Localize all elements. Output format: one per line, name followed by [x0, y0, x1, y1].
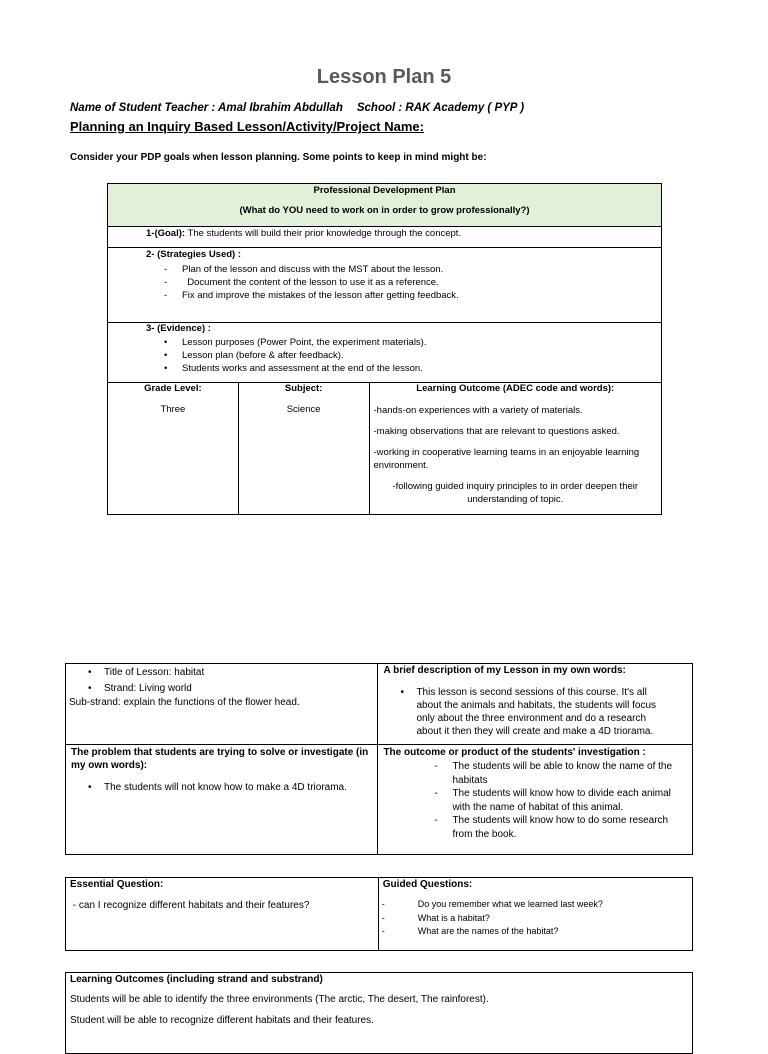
learning-outcomes-table	[65, 972, 693, 1054]
goal-text: The students will build their prior knowledge through the concept.	[187, 228, 462, 239]
problem-cell	[66, 745, 378, 855]
problem-list	[66, 781, 377, 794]
lesson-info-list	[66, 664, 377, 695]
outcome-item: -following guided inquiry principles to in order deepen their understanding of topic.	[392, 481, 639, 505]
outcome-item: -hands-on experiences with a variety of materials.	[373, 405, 583, 416]
substrand: Sub-strand: explain the functions of the flower head.	[69, 697, 300, 708]
guided-cell	[378, 878, 692, 951]
grade-cell	[108, 383, 239, 515]
strategies-label: 2- (Strategies Used) :	[146, 249, 242, 260]
outcome-label: Learning Outcome (ADEC code and words):	[416, 383, 615, 394]
list-item: - What are the names of the habitat?	[381, 926, 559, 936]
pdp-header	[108, 184, 662, 227]
subject-label: Subject:	[284, 383, 323, 394]
teacher-school-line	[70, 102, 524, 114]
subject-cell	[238, 383, 369, 515]
list-item: - The students will know how to do some research from the book.	[434, 815, 669, 840]
list-item: • The students will not know how to make a 4D triorama.	[88, 782, 347, 793]
essential-label: Essential Question:	[70, 879, 164, 890]
pdp-goal-cell	[108, 227, 662, 248]
evidence-label: 3- (Evidence) :	[146, 323, 211, 334]
learning-outcome-line: Students will be able to identify the three environments (The arctic, The desert, The rainforest).	[70, 994, 489, 1005]
planning-heading: Planning an Inquiry Based Lesson/Activity/Project Name:	[70, 119, 424, 134]
teacher-name: Name of Student Teacher : Amal Ibrahim Abdullah	[70, 102, 343, 114]
list-item: - Plan of the lesson and discuss with the MST about the lesson.	[164, 264, 444, 275]
description-label: A brief description of my Lesson in my own words:	[383, 665, 626, 676]
pdp-strategies-cell	[108, 248, 662, 323]
goal-label: 1-(Goal):	[146, 228, 186, 239]
problem-label: The problem that students are trying to solve or investigate (in my own words):	[71, 747, 369, 771]
list-item: • This lesson is second sessions of this course. It's all about the animals and habitats, the students will focus only about the three environment and do a research about it then they will create and make a 4D triorama.	[400, 687, 657, 737]
school-name: School : RAK Academy ( PYP )	[356, 102, 525, 114]
list-item: - Document the content of the lesson to use it as a reference.	[164, 277, 439, 288]
grade-label: Grade Level:	[144, 383, 202, 394]
list-item: - The students will know how to divide each animal with the name of habitat of this animal.	[434, 788, 671, 813]
lesson-table	[65, 663, 693, 855]
product-list	[378, 760, 692, 841]
grade-value: Three	[160, 404, 186, 415]
list-item: • Lesson plan (before & after feedback).	[164, 350, 344, 361]
evidence-list	[108, 336, 661, 375]
subject-value: Science	[286, 404, 321, 415]
strategies-list	[108, 263, 661, 302]
list-item: • Students works and assessment at the end of the lesson.	[164, 363, 423, 374]
outcome-cell	[369, 383, 661, 515]
lesson-info-cell	[66, 664, 378, 745]
outcome-item: -working in cooperative learning teams in an enjoyable learning environment.	[373, 447, 640, 471]
pdp-heading: Professional Development Plan	[313, 185, 456, 196]
questions-table	[65, 877, 693, 951]
list-item: • Lesson purposes (Power Point, the experiment materials).	[164, 337, 427, 348]
essential-cell	[66, 878, 379, 951]
outcome-item: -making observations that are relevant to questions asked.	[373, 426, 620, 437]
list-item: • Strand: Living world	[88, 683, 192, 694]
learning-outcome-line: Student will be able to recognize different habitats and their features.	[70, 1015, 374, 1026]
learning-outcomes-cell	[66, 973, 693, 1054]
pdp-table	[107, 183, 662, 515]
product-label: The outcome or product of the students' investigation :	[383, 747, 646, 758]
consider-instruction: Consider your PDP goals when lesson planning. Some points to keep in mind might be:	[70, 152, 487, 163]
list-item: - Do you remember what we learned last week?	[381, 899, 603, 909]
pdp-subheading: (What do YOU need to work on in order to grow professionally?)	[239, 205, 530, 216]
list-item: - The students will be able to know the name of the habitats	[434, 761, 673, 786]
list-item: - What is a habitat?	[381, 912, 490, 923]
description-list	[378, 686, 692, 738]
list-item: • Title of Lesson: habitat	[88, 667, 205, 678]
list-item: - Fix and improve the mistakes of the lesson after getting feedback.	[164, 290, 459, 301]
page-title: Lesson Plan 5	[316, 66, 452, 88]
product-cell	[378, 745, 693, 855]
pdp-evidence-cell	[108, 323, 662, 383]
description-cell	[378, 664, 693, 745]
learning-outcomes-label: Learning Outcomes (including strand and substrand)	[70, 974, 323, 985]
essential-question: - can I recognize different habitats and their features?	[70, 900, 310, 911]
guided-label: Guided Questions:	[382, 879, 473, 890]
guided-list	[379, 898, 692, 939]
